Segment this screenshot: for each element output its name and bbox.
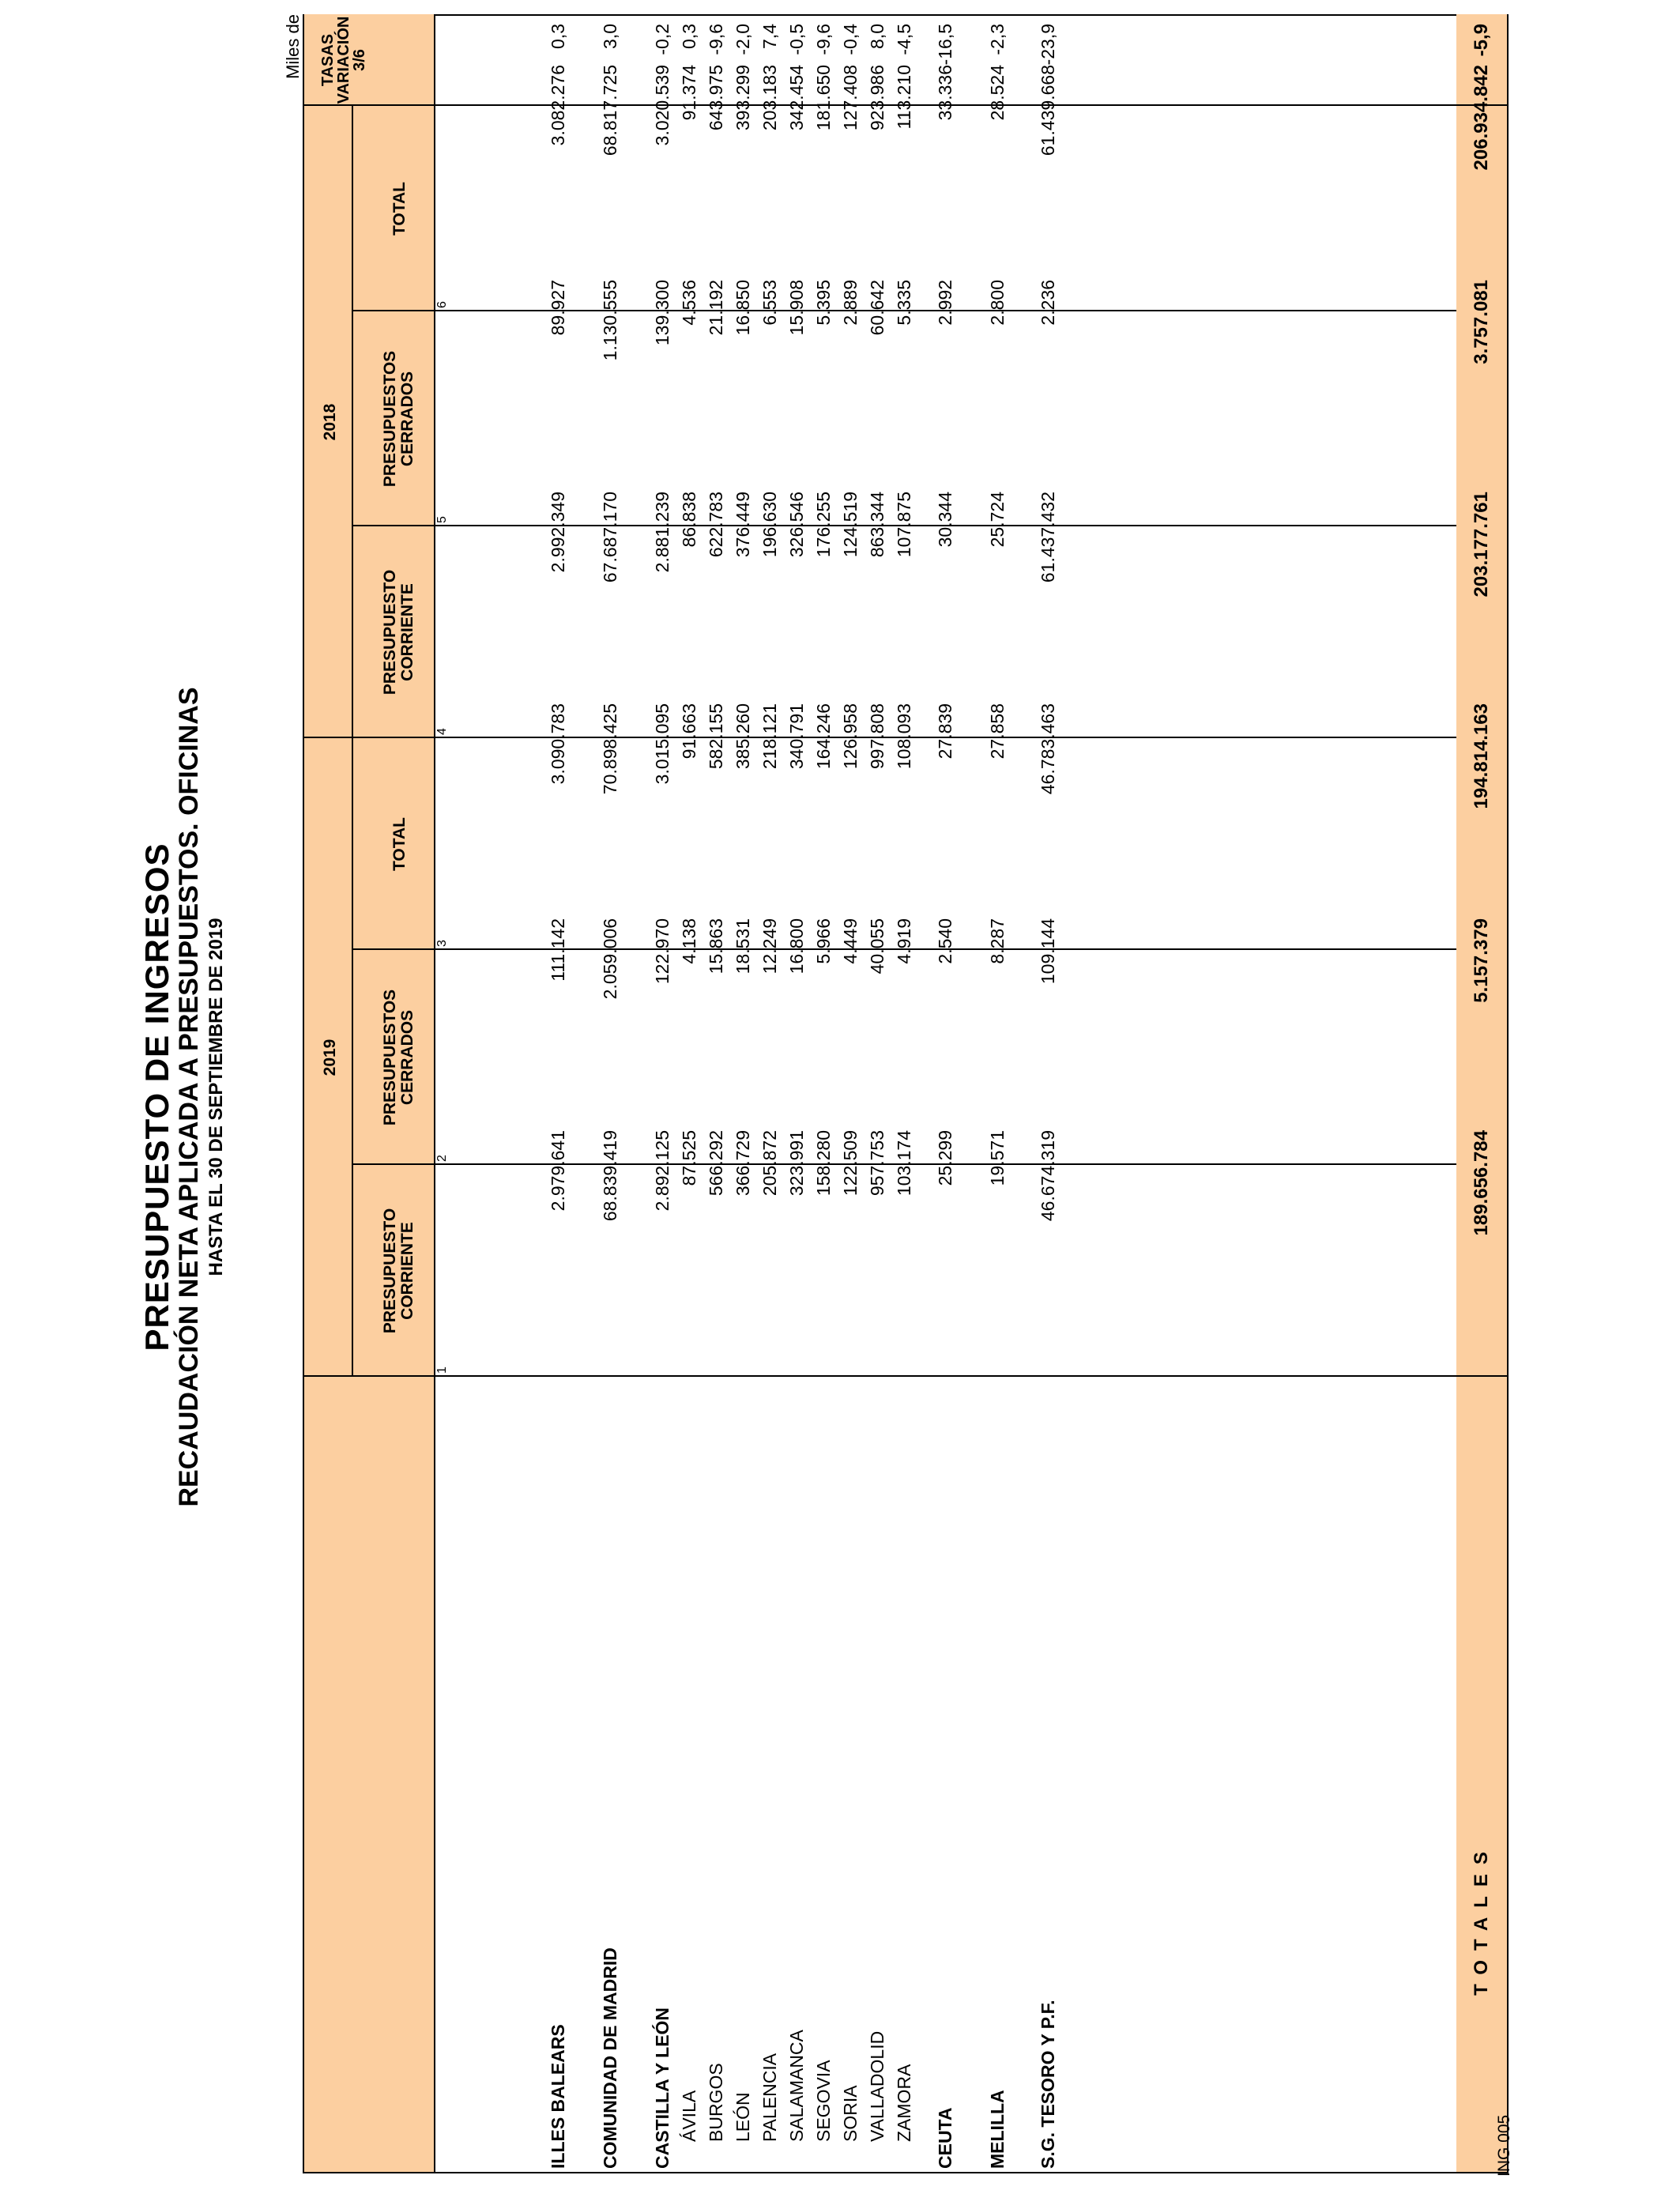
cell-value: 2.236 [1038,280,1058,326]
cell-value: 113.210 [894,65,914,130]
cell-value: 8,0 [867,24,887,49]
total-value: 3.757.081 [1471,280,1492,364]
header-line: PRESUPUESTO [381,1208,399,1334]
column-number: 1 [435,1367,449,1374]
table-row [544,14,571,2172]
cell-value: -9,6 [813,24,834,55]
cell-value: 176.255 [813,492,834,558]
cell-value: 7,4 [759,24,780,49]
column-number: 3 [435,940,449,947]
col-corriente-2018 [382,526,416,738]
cell-value: 2.889 [840,280,861,326]
cell-value: -23,9 [1038,24,1058,66]
cell-value: 28.524 [987,65,1008,121]
cell-value: -0,5 [786,24,807,55]
year-2019-header: 2019 [321,1039,339,1076]
header-line: CORRIENTE [398,1222,416,1320]
cell-value: 3.090.783 [548,703,568,785]
col-cerrados-2018 [382,311,416,526]
cell-value: 25.299 [935,1130,955,1186]
total-value: -5,9 [1471,24,1492,57]
cell-value: 68.839.419 [600,1130,620,1222]
row-label: SALAMANCA [786,2030,807,2142]
cell-value: 385.260 [733,703,753,770]
table-row [864,14,891,2172]
table-row [597,14,623,2172]
cell-value: 1.130.555 [600,280,620,361]
cell-value: 91.663 [679,703,699,760]
header-line: PRESUPUESTOS [381,989,399,1126]
cell-value: 393.299 [733,65,753,131]
year-2018-header: 2018 [321,403,339,441]
cell-value: 61.439.668 [1038,65,1058,156]
row-label: S.G. TESORO Y P.F. [1038,2000,1058,2169]
column-number: 2 [435,1155,449,1162]
cell-value: 3.082.276 [548,65,568,146]
cell-value: 205.872 [759,1130,780,1197]
header-line: CORRIENTE [398,583,416,681]
row-label: VALLADOLID [867,2030,887,2142]
cell-value: 4.536 [679,280,699,326]
cell-value: 863.344 [867,492,887,558]
cell-value: 0,3 [548,24,568,49]
totals-row [1456,14,1507,2172]
header-line: CERRADOS [398,371,416,467]
cell-value: 46.674.319 [1038,1130,1058,1222]
total-value: 5.157.379 [1471,918,1492,1003]
col-tasas [320,14,367,106]
cell-value: 323.991 [786,1130,807,1197]
cell-value: 67.687.170 [600,492,620,583]
cell-value: 19.571 [987,1130,1008,1186]
cell-value: 2.540 [935,918,955,964]
table-row [891,14,917,2172]
cell-value: 16.800 [786,918,807,974]
row-label: ZAMORA [894,2064,914,2142]
cell-value: 196.630 [759,492,780,558]
cell-value: 582.155 [706,703,726,770]
table-row [1034,14,1061,2172]
cell-value: 2.992 [935,280,955,326]
cell-value: 366.729 [733,1130,753,1197]
cell-value: 61.437.432 [1038,492,1058,583]
cell-value: 5.395 [813,280,834,326]
cell-value: 622.783 [706,492,726,558]
cell-value: 107.875 [894,492,914,558]
divider [434,14,435,2172]
table-row [703,14,729,2172]
cell-value: 103.174 [894,1130,914,1197]
cell-value: 4.449 [840,918,861,964]
cell-value: 376.449 [733,492,753,558]
cell-value: 18.531 [733,918,753,974]
cell-value: 109.144 [1038,918,1058,985]
cell-value: 2.059.006 [600,918,620,1000]
cell-value: 126.958 [840,703,861,770]
header-line: CERRADOS [398,1009,416,1106]
header-line: VARIACIÓN [335,16,352,104]
cell-value: 60.642 [867,280,887,336]
cell-value: 12.249 [759,918,780,974]
table-row [676,14,703,2172]
cell-value: 87.525 [679,1130,699,1186]
cell-value: 4.919 [894,918,914,964]
total-value: 189.656.784 [1471,1130,1492,1236]
header-line: 3/6 [351,49,368,71]
cell-value: 181.650 [813,65,834,131]
cell-value: 15.908 [786,280,807,336]
page-code: ING 005 [1495,2114,1513,2177]
cell-value: -4,5 [894,24,914,55]
cell-value: 25.724 [987,492,1008,548]
cell-value: 923.986 [867,65,887,131]
row-label: MELILLA [987,2090,1008,2169]
total-value: 206.934.842 [1471,65,1492,171]
cell-value: 122.970 [652,918,672,985]
cell-value: -2,0 [733,24,753,55]
cell-value: 46.783.463 [1038,703,1058,795]
col-total-2019: TOTAL [390,816,409,872]
cell-value: 2.800 [987,280,1008,326]
cell-value: 164.246 [813,703,834,770]
col-corriente-2019 [382,1165,416,1377]
cell-value: 203.183 [759,65,780,131]
cell-value: 218.121 [759,703,780,770]
cell-value: 15.863 [706,918,726,974]
cell-value: -2,3 [987,24,1008,55]
cell-value: 124.519 [840,492,861,558]
cell-value: -0,4 [840,24,861,55]
header-line: PRESUPUESTO [381,569,399,696]
cell-value: -0,2 [652,24,672,55]
total-value: 194.814.163 [1471,703,1492,809]
page-subtitle: RECAUDACIÓN NETA APLICADA A PRESUPUESTOS. OFICINAS [174,687,204,1507]
cell-value: 33.336 [935,65,955,121]
table-row [837,14,864,2172]
row-label: SEGOVIA [813,2060,834,2142]
cell-value: 3.020.539 [652,65,672,146]
row-label: ÁVILA [679,2090,699,2142]
divider [1456,1375,1507,1377]
column-number: 5 [435,516,449,523]
divider [352,1163,1504,1165]
cell-value: 86.838 [679,492,699,548]
cell-value: 40.055 [867,918,887,974]
cell-value: 16.850 [733,280,753,336]
cell-value: 2.979.641 [548,1130,568,1212]
cell-value: 68.817.725 [600,65,620,156]
cell-value: 89.927 [548,280,568,336]
cell-value: 5.335 [894,280,914,326]
units-label: Miles de [283,14,303,79]
cell-value: 643.975 [706,65,726,131]
table-row [649,14,676,2172]
cell-value: 21.192 [706,280,726,336]
cell-value: 6.553 [759,280,780,326]
row-label: PALENCIA [759,2053,780,2142]
table-row [729,14,756,2172]
cell-value: 3,0 [600,24,620,49]
table-row [783,14,810,2172]
divider [1456,104,1507,106]
cell-value: 0,3 [679,24,699,49]
cell-value: 2.992.349 [548,492,568,573]
total-value: 203.177.761 [1471,492,1492,598]
cell-value: 3.015.095 [652,703,672,785]
cell-value: 127.408 [840,65,861,131]
cell-value: 27.839 [935,703,955,760]
cell-value: 326.546 [786,492,807,558]
table-row [810,14,837,2172]
row-label: BURGOS [706,2063,726,2142]
row-label: SORIA [840,2085,861,2142]
cell-value: -16,5 [935,24,955,66]
cell-value: -9,6 [706,24,726,55]
col-total-2018: TOTAL [390,181,409,236]
cell-value: 2.892.125 [652,1130,672,1212]
cell-value: 342.454 [786,65,807,131]
cell-value: 4.138 [679,918,699,964]
cell-value: 957.753 [867,1130,887,1197]
header-line: TASAS [319,33,337,87]
column-number: 4 [435,728,449,735]
cell-value: 27.858 [987,703,1008,760]
cell-value: 340.791 [786,703,807,770]
cell-value: 30.344 [935,492,955,548]
cell-value: 70.898.425 [600,703,620,795]
cell-value: 5.966 [813,918,834,964]
cell-value: 111.142 [548,918,568,982]
table-row [932,14,959,2172]
row-label: ILLES BALEARS [548,2024,568,2169]
cell-value: 2.881.239 [652,492,672,573]
data-table [303,14,1509,2173]
cell-value: 91.374 [679,65,699,121]
date-line: HASTA EL 30 DE SEPTIEMBRE DE 2019 [205,918,227,1276]
cell-value: 997.808 [867,703,887,770]
cell-value: 158.280 [813,1130,834,1197]
cell-value: 122.509 [840,1130,861,1197]
table-row [756,14,783,2172]
row-label: CASTILLA Y LEÓN [652,2007,672,2169]
totals-label: TOTALES [1471,1842,1492,1996]
col-cerrados-2019 [382,950,416,1165]
row-label: LEÓN [733,2092,753,2142]
cell-value: 8.287 [987,918,1008,964]
row-label: CEUTA [935,2107,955,2169]
page-title: PRESUPUESTO DE INGRESOS [138,843,175,1351]
column-number: 6 [435,301,449,308]
row-label-header [304,1377,434,2172]
header-line: PRESUPUESTOS [381,350,399,488]
table-row [984,14,1011,2172]
cell-value: 139.300 [652,280,672,346]
cell-value: 566.292 [706,1130,726,1197]
divider [352,106,353,1377]
cell-value: 108.093 [894,703,914,770]
row-label: COMUNIDAD DE MADRID [600,1947,620,2169]
